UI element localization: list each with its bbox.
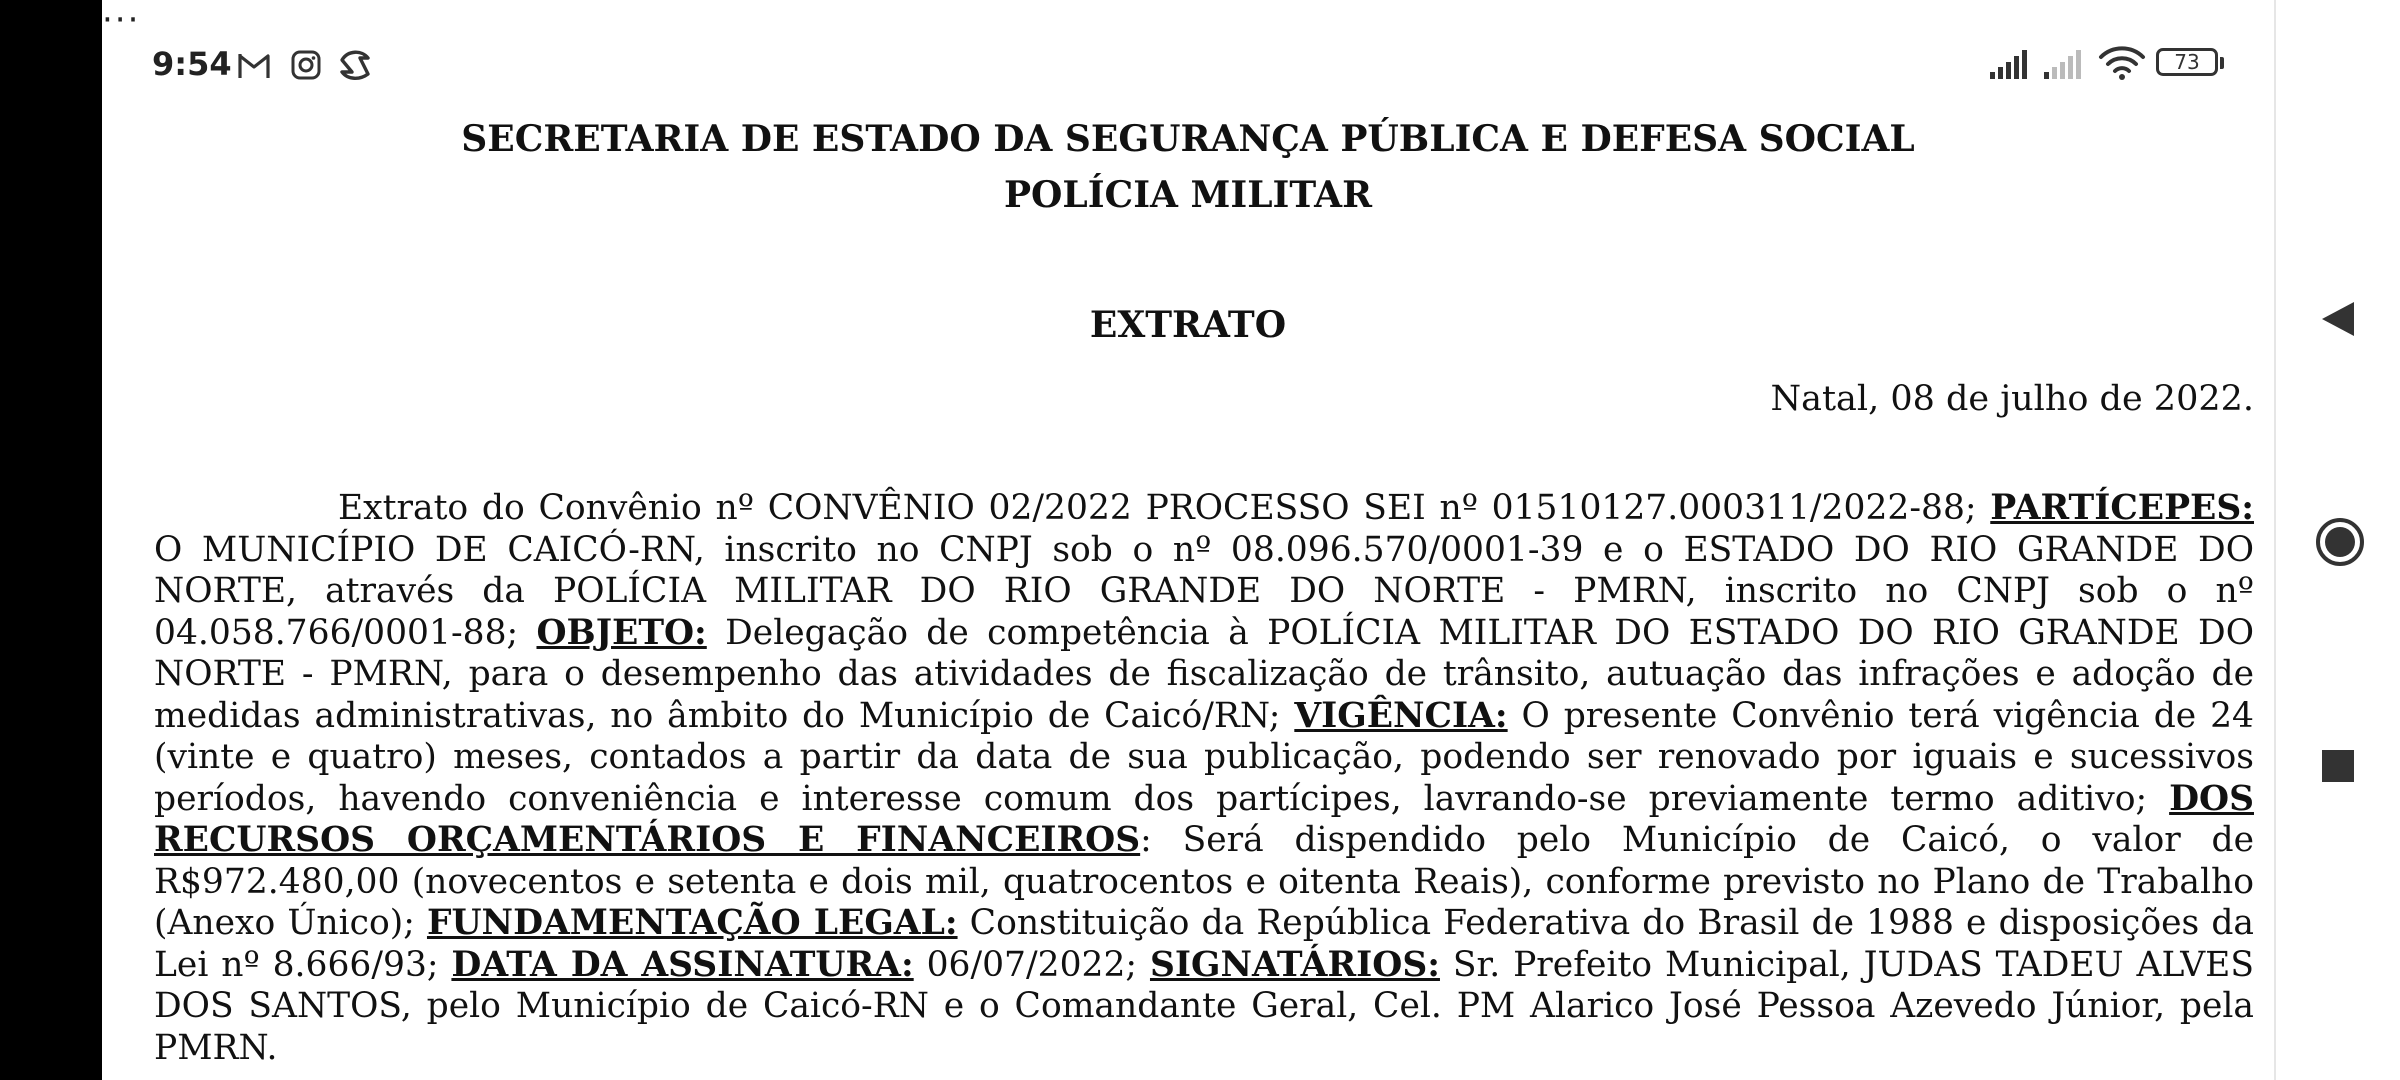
label-particepes: PARTÍCEPES: — [1990, 488, 2254, 528]
label-assinatura: DATA DA ASSINATURA: — [451, 944, 914, 985]
battery-tip — [2220, 57, 2224, 69]
label-fundamentacao: FUNDAMENTAÇÃO LEGAL: — [426, 903, 958, 943]
status-time: 9:54 — [152, 45, 232, 83]
text-signatarios: Sr. Prefeito Municipal, JUDAS TADEU ALVES DOS SANTOS, pelo Município de Caicó-RN e o Comandante Geral, Cel. PM Alarico José Pessoa Azevedo Júnior, pela PMRN. — [154, 944, 2255, 1068]
gmail-icon — [236, 48, 272, 82]
text-assinatura: 06/07/2022; — [913, 944, 1150, 985]
document-title: EXTRATO — [1089, 304, 1287, 346]
signal-icon — [2042, 48, 2086, 80]
navigation-bar — [2274, 0, 2400, 1080]
text-vigencia: O presente Convênio terá vigência de 24 (vinte e quatro) meses, contados a partir da data de sua publicação, podendo ser renovado por iguais e sucessivos períodos, havendo conveniência e interesse comum dos partícipes, lavrando-se previamente termo aditivo; — [154, 695, 2254, 819]
battery-level: 73 — [2174, 50, 2200, 74]
header-secretaria: SECRETARIA DE ESTADO DA SEGURANÇA PÚBLICA E DEFESA SOCIAL — [461, 118, 1915, 160]
label-recursos: DOS RECURSOS ORÇAMENTÁRIOS E FINANCEIROS — [154, 778, 2254, 860]
status-bar — [102, 0, 2274, 128]
signal-icon — [1988, 48, 2032, 80]
back-icon[interactable] — [2314, 296, 2364, 342]
body-intro: Extrato do Convênio nº CONVÊNIO 02/2022 PROCESSO SEI nº 01510127.000311/2022-88; — [338, 488, 1991, 528]
home-icon[interactable] — [2314, 516, 2366, 568]
document-date: Natal, 08 de julho de 2022. — [1770, 379, 2254, 419]
label-objeto: OBJETO: — [536, 612, 707, 653]
more-notifications-icon: ··· — [102, 0, 141, 40]
text-particepes: O MUNICÍPIO DE CAICÓ-RN, inscrito no CNPJ sob o nº 08.096.570/0001-39 e o ESTADO DO RIO GRANDE DO NORTE, através da POLÍCIA MILITAR DO RIO GRANDE DO NORTE - PMRN, inscrito no CNPJ sob o nº 04.058.766/0001-88; — [154, 529, 2254, 653]
header-policia-militar: POLÍCIA MILITAR — [1003, 174, 1373, 216]
recents-icon[interactable] — [2320, 748, 2356, 784]
document-viewer-screen — [102, 0, 2274, 1080]
app-icon — [338, 48, 374, 82]
text-objeto: Delegação de competência à POLÍCIA MILITAR DO ESTADO DO RIO GRANDE DO NORTE - PMRN, para o desempenho das atividades de fiscalização de trânsito, autuação das infrações e adoção de medidas administrativas, no âmbito do Município de Caicó/RN; — [154, 612, 2254, 736]
battery-icon — [2156, 48, 2226, 80]
text-recursos: : Será dispendido pelo Município de Caicó, o valor de R$972.480,00 (novecentos e setenta e dois mil, quatrocentos e oitenta Reais), conforme previsto no Plano de Trabalho (Anexo Único); — [154, 820, 2254, 943]
document-body — [154, 488, 2254, 1069]
label-vigencia: VIGÊNCIA: — [1294, 695, 1508, 736]
wifi-icon — [2098, 44, 2146, 82]
label-signatarios: SIGNATÁRIOS: — [1149, 944, 1440, 985]
text-fundamentacao: Constituição da República Federativa do Brasil de 1988 e disposições da Lei nº 8.666/93; — [154, 903, 2254, 985]
instagram-icon — [288, 48, 324, 82]
